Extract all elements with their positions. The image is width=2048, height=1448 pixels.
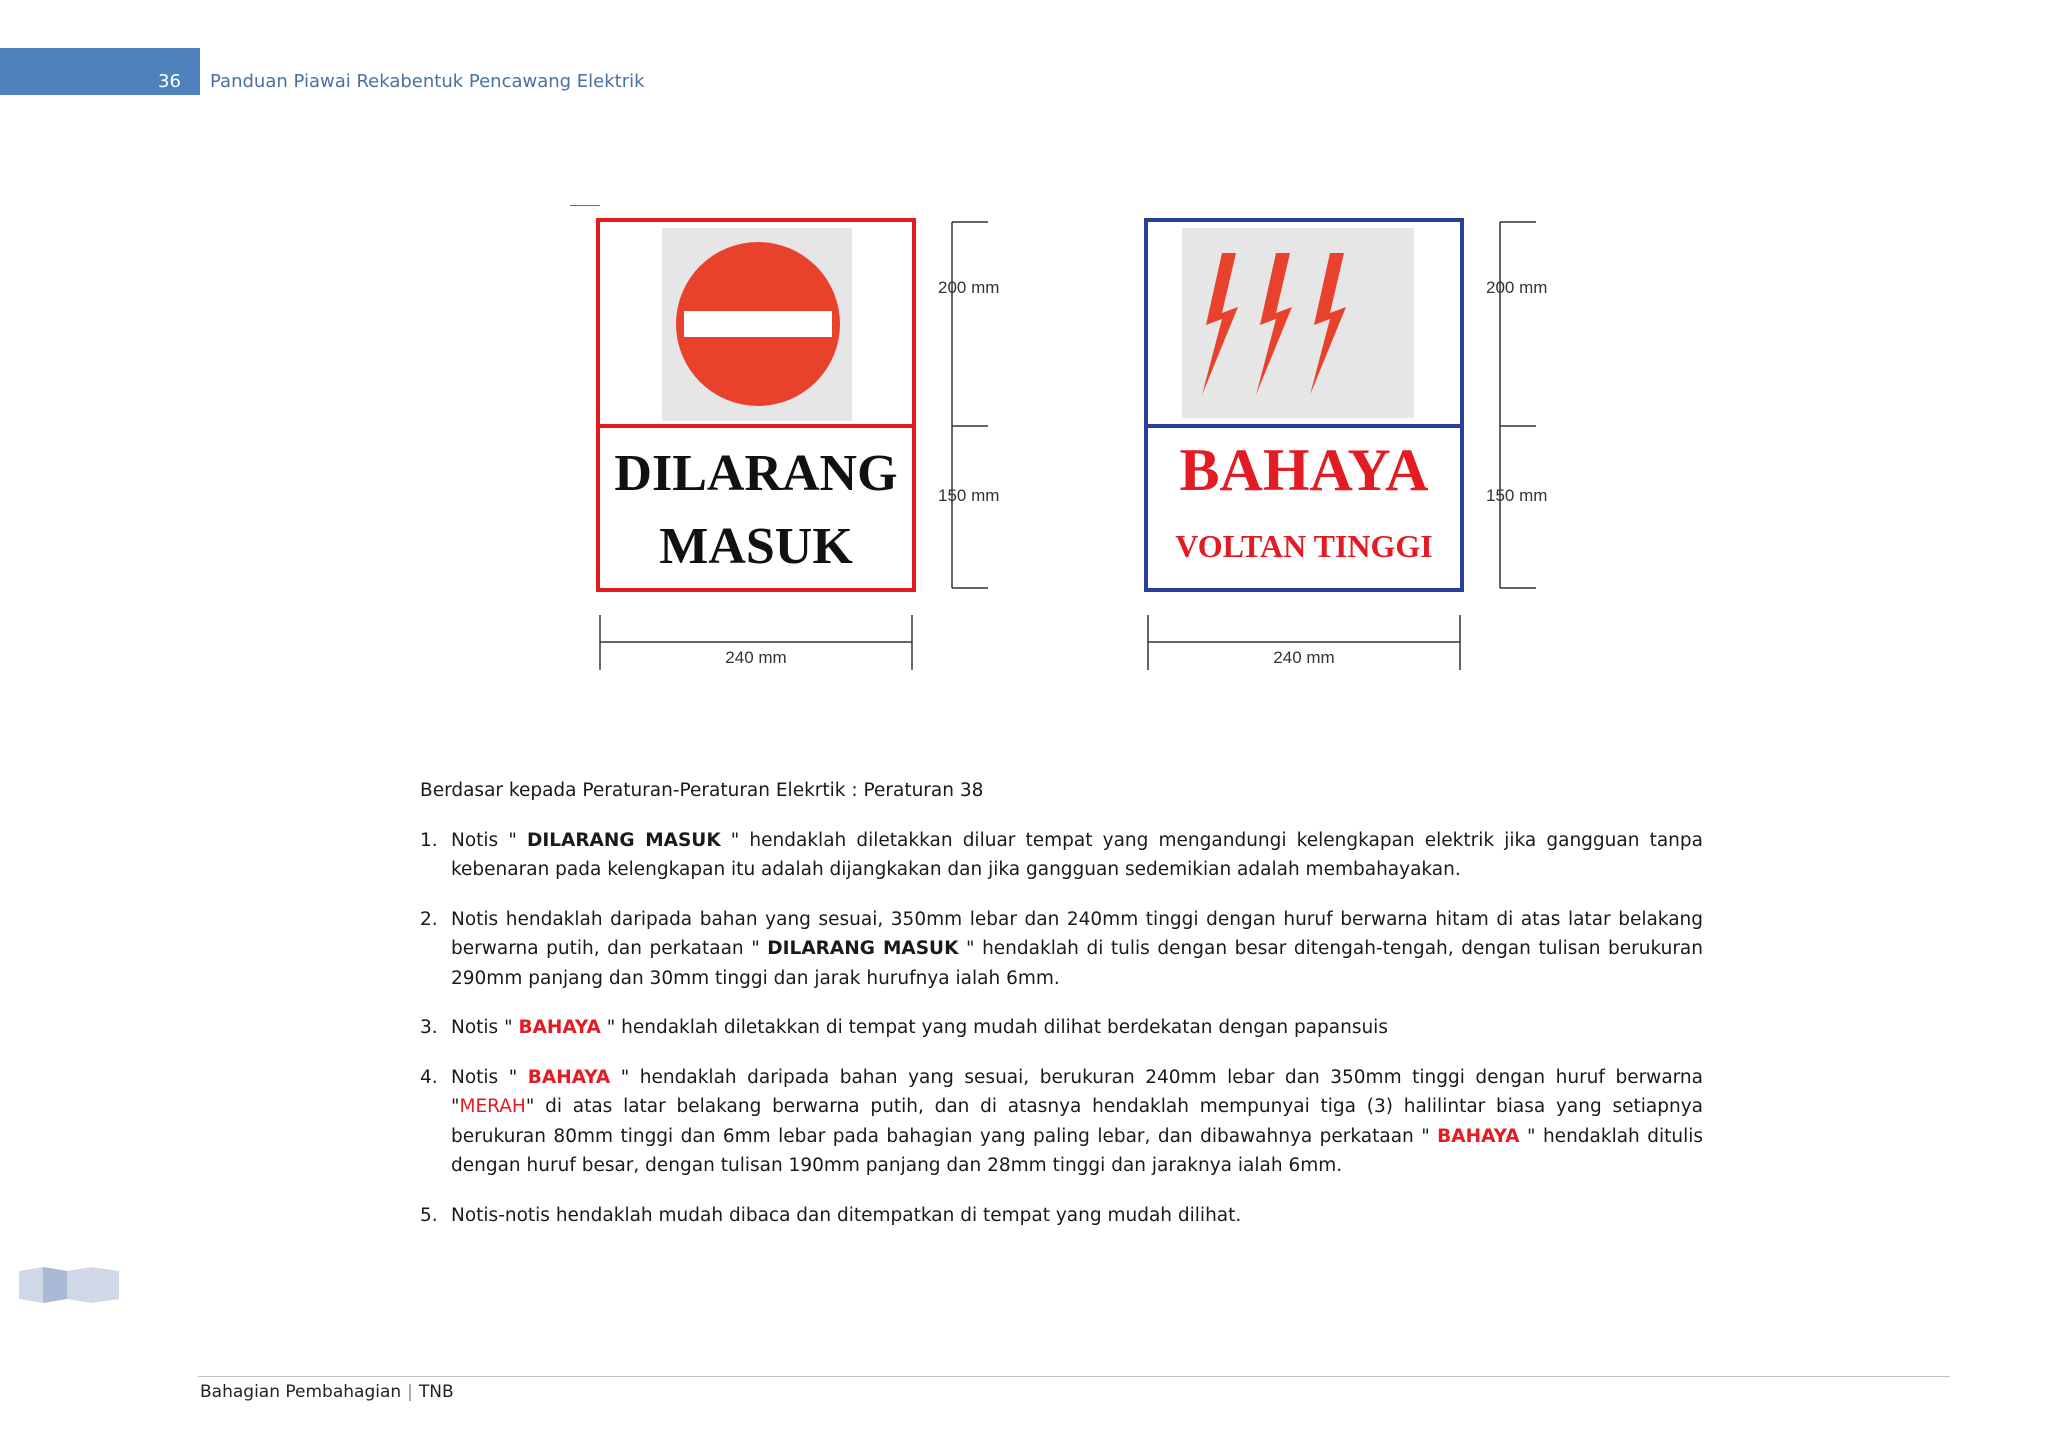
item-text: Notis-notis hendaklah mudah dibaca dan ditempatkan di tempat yang mudah dilihat. (451, 1204, 1242, 1226)
sign1-line1: DILARANG (614, 445, 898, 502)
footer-separator: | (407, 1382, 413, 1402)
item-text: " di atas latar belakang berwarna putih, dan di atasnya hendaklah mempunyai tiga (3) halilintar biasa yang setiapnya berukuran 80mm tinggi dan 6mm lebar pada bahagian yang paling lebar, dan dibawahnya perkataan " (451, 1096, 1703, 1147)
list-item (420, 905, 1703, 994)
footer-divider (198, 1376, 1950, 1377)
sign-dilarang-masuk (598, 220, 914, 590)
footer-division: Bahagian Pembahagian (200, 1382, 402, 1402)
red-term: BAHAYA (527, 1066, 611, 1088)
list-number: 4. (420, 1066, 438, 1088)
document-title: Panduan Piawai Rekabentuk Pencawang Elektrik (210, 71, 645, 92)
sign1-dim-240: 240 mm (725, 648, 787, 667)
sign2-height-dimension (1500, 222, 1536, 588)
sign2-dim-150: 150 mm (1486, 486, 1548, 505)
sign1-height-dimension (952, 222, 988, 588)
red-term: BAHAYA (518, 1017, 601, 1038)
list-number: 5. (420, 1204, 438, 1226)
sign2-dim-240: 240 mm (1273, 648, 1335, 667)
sign2-dim-200: 200 mm (1486, 278, 1548, 297)
item-text: " hendaklah di tulis dengan besar ditengah-tengah, dengan tulisan berukuran 290mm panjang dan 30mm tinggi dan jarak hurufnya ialah 6mm. (451, 938, 1703, 989)
list-number: 2. (420, 908, 438, 930)
page-number: 36 (158, 71, 181, 92)
list-item (420, 1063, 1703, 1181)
no-entry-icon (676, 242, 840, 406)
red-term: MERAH (459, 1096, 526, 1117)
item-text: " hendaklah ditulis dengan huruf besar, dengan tulisan 190mm panjang dan 28mm tinggi dan jaraknya ialah 6mm. (451, 1125, 1703, 1176)
lightning-icon-bg (1182, 228, 1414, 418)
side-decoration-icon (19, 1265, 119, 1305)
item-text: Notis " (451, 1066, 528, 1088)
list-item (420, 1013, 1703, 1043)
list-number: 3. (420, 1017, 438, 1038)
list-number: 1. (420, 829, 438, 851)
item-text: " hendaklah diletakkan diluar tempat yang mengandungi kelengkapan elektrik jika gangguan tanpa kebenaran pada kelengkapan itu adalah dijangkakan dan jika gangguan sedemikian adalah membahayakan. (451, 829, 1703, 880)
item-text: Notis " (451, 829, 527, 851)
item-text: Notis hendaklah daripada bahan yang sesuai, 350mm lebar dan 240mm tinggi dengan huruf berwarna hitam di atas latar belakang berwarna putih, dan perkataan " (451, 908, 1703, 959)
list-item (420, 826, 1703, 885)
sign1-line2: MASUK (659, 518, 853, 575)
item-text: " hendaklah diletakkan di tempat yang mudah dilihat berdekatan dengan papansuis (600, 1017, 1388, 1038)
bold-term: DILARANG MASUK (767, 938, 959, 959)
sign1-dim-150: 150 mm (938, 486, 1000, 505)
sign-bahaya (1146, 220, 1462, 590)
notes-list (420, 826, 1703, 1231)
sign2-line2: VOLTAN TINGGI (1175, 528, 1433, 564)
intro-paragraph: Berdasar kepada Peraturan-Peraturan Elekrtik : Peraturan 38 (420, 780, 984, 801)
red-term: BAHAYA (1437, 1125, 1520, 1147)
item-text: " hendaklah daripada bahan yang sesuai, berukuran 240mm lebar dan 350mm tinggi dengan huruf berwarna " (451, 1066, 1703, 1117)
footer-company: TNB (418, 1382, 454, 1402)
footer (200, 1382, 454, 1402)
bold-term: DILARANG MASUK (526, 829, 721, 851)
signage-figure (570, 205, 1590, 695)
list-item (420, 1201, 1703, 1231)
sign2-line1: BAHAYA (1179, 437, 1429, 503)
sign1-dim-200: 200 mm (938, 278, 1000, 297)
item-text: Notis " (451, 1017, 519, 1038)
regulation-text (420, 776, 1703, 1250)
